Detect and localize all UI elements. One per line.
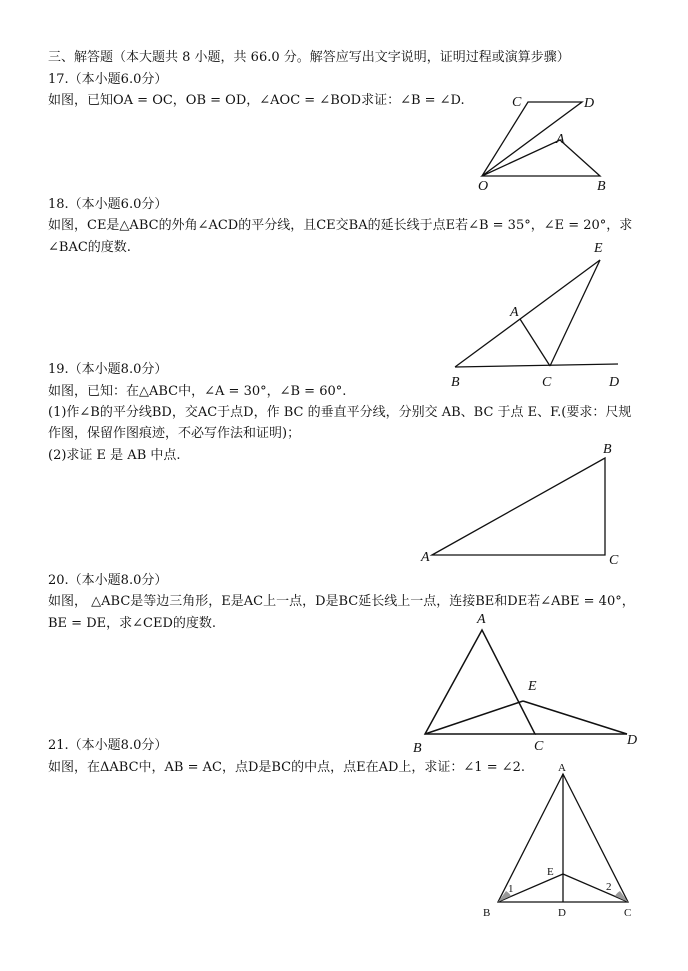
fig18-label-b: B xyxy=(451,375,460,390)
problem-19-text-2: (1)作∠B的平分线BD，交AC于点D，作 BC 的垂直平分线，分别交 AB、BC 于点 E、F.(要求：尺规 xyxy=(48,405,632,420)
fig21-label-1: 1 xyxy=(508,883,514,895)
fig19-label-b: B xyxy=(603,442,612,457)
fig20-label-c: C xyxy=(534,739,544,754)
fig18-label-c: C xyxy=(542,375,552,390)
fig21-label-a: A xyxy=(558,762,566,774)
fig21-label-d: D xyxy=(558,907,566,919)
problem-21-figure xyxy=(478,760,648,930)
problem-21-text: 如图，在ΔABC中，AB = AC，点D是BC的中点，点E在AD上，求证：∠1 = ∠2. xyxy=(48,760,526,775)
problem-19-number: 19.（本小题8.0分） xyxy=(48,362,168,377)
fig19-label-c: C xyxy=(609,553,619,568)
fig17-label-a: A xyxy=(556,132,565,147)
fig21-line-ec xyxy=(563,874,628,902)
fig20-label-e: E xyxy=(528,679,537,694)
problem-17-text: 如图，已知OA = OC，OB = OD，∠AOC = ∠BOD求证：∠B = ∠D. xyxy=(48,93,465,108)
problem-19-figure xyxy=(415,440,630,570)
fig17-label-c: C xyxy=(512,95,522,110)
problem-20-text-2: BE = DE，求∠CED的度数. xyxy=(48,616,216,631)
problem-17-number: 17.（本小题6.0分） xyxy=(48,72,168,87)
fig21-label-e: E xyxy=(547,866,554,878)
fig17-label-o: O xyxy=(478,179,489,194)
fig20-line-ed xyxy=(523,701,627,734)
problem-18-figure xyxy=(440,236,640,392)
fig20-triangle-abc xyxy=(425,630,535,734)
fig20-label-b: B xyxy=(413,741,422,756)
fig18-label-e: E xyxy=(594,241,603,256)
fig19-label-a: A xyxy=(421,550,430,565)
problem-18-text-1: 如图，CE是△ABC的外角∠ACD的平分线，且CE交BA的延长线于点E若∠B = 35°，∠E = 20°，求 xyxy=(48,218,633,233)
problem-20-text-1: 如图， △ABC是等边三角形，E是AC上一点，D是BC延长线上一点，连接BE和DE若∠ABE = 40°， xyxy=(48,594,635,609)
problem-20-figure xyxy=(405,608,645,758)
problem-21-number: 21.（本小题8.0分） xyxy=(48,738,168,753)
section-header: 三、解答题（本大题共 8 小题，共 66.0 分。解答应写出文字说明，证明过程或演算步骤） xyxy=(48,50,570,65)
problem-19-text-1: 如图，已知：在△ABC中，∠A = 30°，∠B = 60°. xyxy=(48,384,347,399)
fig18-label-d: D xyxy=(609,375,620,390)
fig21-label-b: B xyxy=(483,907,491,919)
fig17-label-b: B xyxy=(597,179,606,194)
fig21-angle-2-mark xyxy=(615,891,628,902)
problem-20-number: 20.（本小题8.0分） xyxy=(48,573,168,588)
fig18-label-a: A xyxy=(510,305,519,320)
fig17-label-d: D xyxy=(584,96,595,111)
problem-19-text-3: 作图，保留作图痕迹，不必写作法和证明)； xyxy=(48,426,301,441)
fig21-label-c: C xyxy=(624,907,632,919)
problem-18-number: 18.（本小题6.0分） xyxy=(48,197,168,212)
fig18-line-be xyxy=(455,260,600,367)
fig18-line-ac xyxy=(520,319,550,366)
fig20-label-d: D xyxy=(627,733,638,748)
fig18-line-ce xyxy=(550,260,600,366)
fig17-outline xyxy=(482,102,600,176)
fig19-triangle xyxy=(432,458,605,555)
problem-19-text-4: (2)求证 E 是 AB 中点. xyxy=(48,448,181,463)
fig20-label-a: A xyxy=(477,612,486,627)
problem-17-figure xyxy=(470,88,620,196)
fig18-line-bd xyxy=(455,364,618,367)
fig21-label-2: 2 xyxy=(606,881,612,893)
problem-18-text-2: ∠BAC的度数. xyxy=(48,240,131,255)
